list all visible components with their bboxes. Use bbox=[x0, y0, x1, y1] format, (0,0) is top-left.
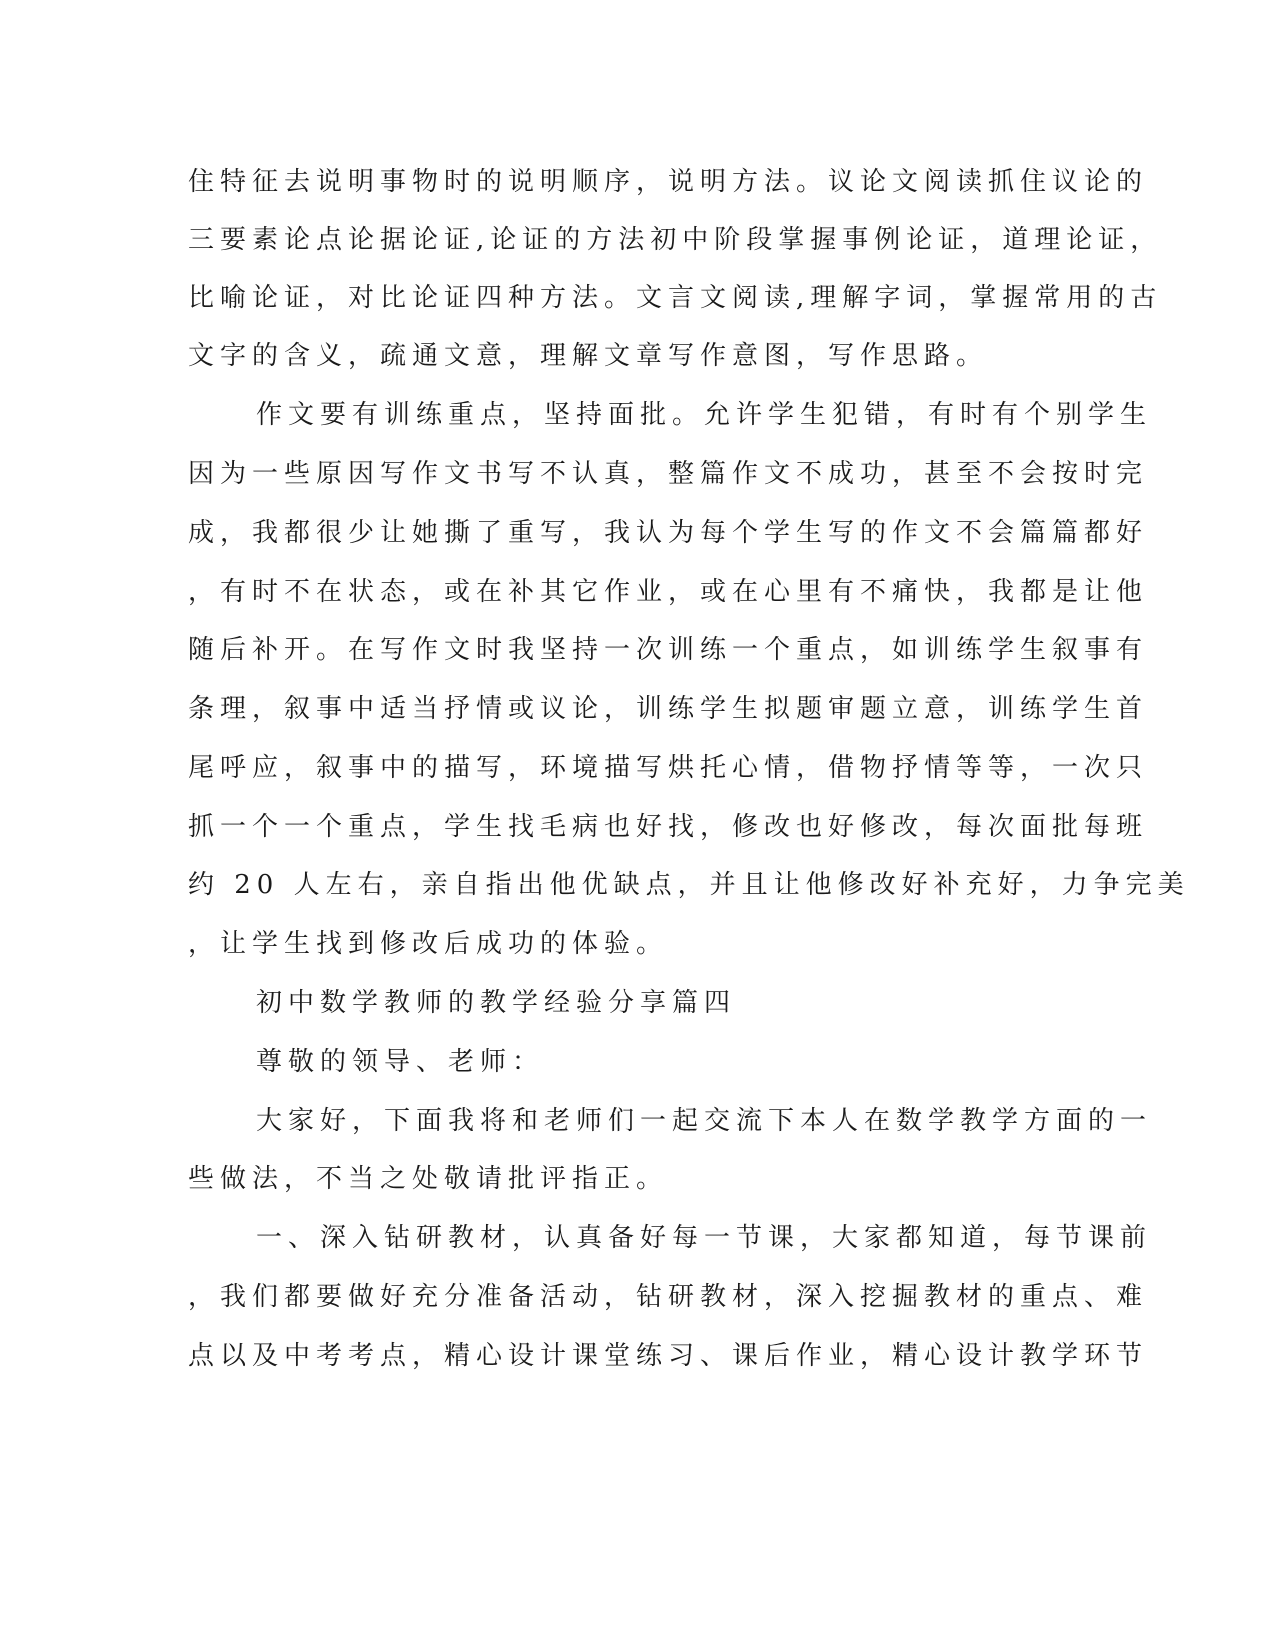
text-line: 成，我都很少让她撕了重写，我认为每个学生写的作文不会篇篇都好 bbox=[188, 518, 1149, 548]
text-line: 点以及中考考点，精心设计课堂练习、课后作业，精心设计教学环节 bbox=[188, 1341, 1149, 1371]
text-line: 抓一个一个重点，学生找毛病也好找，修改也好修改，每次面批每班 bbox=[188, 812, 1149, 842]
salutation: 尊敬的领导、老师： bbox=[256, 1047, 545, 1077]
text-line: 因为一些原因写作文书写不认真，整篇作文不成功，甚至不会按时完 bbox=[188, 459, 1149, 489]
text-line: 三要素论点论据论证,论证的方法初中阶段掌握事例论证，道理论证， bbox=[188, 225, 1163, 255]
text-line: 大家好，下面我将和老师们一起交流下本人在数学教学方面的一 bbox=[256, 1106, 1153, 1136]
text-line: ，有时不在状态，或在补其它作业，或在心里有不痛快，我都是让他 bbox=[188, 577, 1149, 607]
text-line: 条理，叙事中适当抒情或议论，训练学生拟题审题立意，训练学生首 bbox=[188, 694, 1149, 724]
text-line: 随后补开。在写作文时我坚持一次训练一个重点，如训练学生叙事有 bbox=[188, 635, 1149, 665]
section-heading: 初中数学教师的教学经验分享篇四 bbox=[256, 988, 737, 1018]
text-line: 比喻论证，对比论证四种方法。文言文阅读,理解字词，掌握常用的古 bbox=[188, 283, 1163, 313]
text-line: ，让学生找到修改后成功的体验。 bbox=[188, 929, 669, 959]
text-line: 住特征去说明事物时的说明顺序，说明方法。议论文阅读抓住议论的 bbox=[188, 167, 1149, 197]
text-line: 约 20 人左右，亲自指出他优缺点，并且让他修改好补充好，力争完美 bbox=[188, 870, 1190, 900]
text-line: 些做法，不当之处敬请批评指正。 bbox=[188, 1164, 669, 1194]
text-line: 文字的含义，疏通文意，理解文章写作意图，写作思路。 bbox=[188, 341, 989, 371]
text-line: 作文要有训练重点，坚持面批。允许学生犯错，有时有个别学生 bbox=[256, 400, 1153, 430]
text-line: 尾呼应，叙事中的描写，环境描写烘托心情，借物抒情等等，一次只 bbox=[188, 753, 1149, 783]
text-line: ，我们都要做好充分准备活动，钻研教材，深入挖掘教材的重点、难 bbox=[188, 1282, 1149, 1312]
text-line: 一、深入钻研教材，认真备好每一节课，大家都知道，每节课前 bbox=[256, 1223, 1153, 1253]
